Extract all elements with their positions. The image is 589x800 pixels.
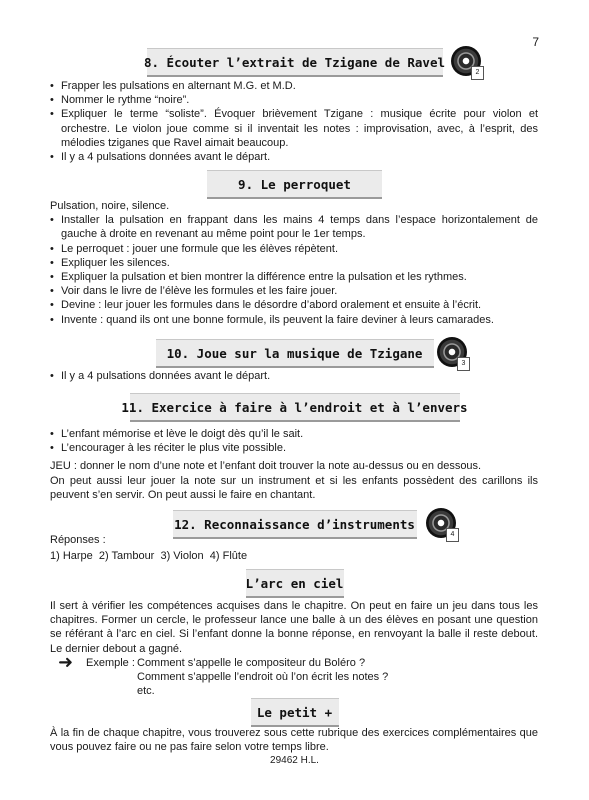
section-title-11 (121, 393, 468, 422)
list-item: • Expliquer le terme “soliste”. Évoquer brièvement Tzigane : musique écrite pour violon et orchestre. Le violon joue comme si il inventait les notes : improvisation, avec, à l’esprit, des mélodies tziganes que Ravel aimait beaucoup. (50, 107, 538, 150)
list-item: • Expliquer la pulsation et bien montrer la différence entre la pulsation et les rythmes. (50, 270, 538, 284)
list-item: • Il y a 4 pulsations données avant le départ. (50, 150, 538, 164)
section-title-9 (207, 170, 382, 199)
list-item: • Invente : quand ils ont une bonne formule, ils peuvent la faire deviner à leurs camarades. (50, 313, 538, 327)
arrow-right-icon: ➜ (58, 651, 74, 672)
example-item: Comment s’appelle le compositeur du Boléro ? (137, 656, 366, 669)
section-intro: Pulsation, noire, silence. (50, 200, 170, 212)
cd-track-number: 4 (446, 528, 459, 542)
example-item: Comment s’appelle l’endroit où l’on écrit les notes ? (137, 670, 389, 683)
list-item: • Devine : leur jouer les formules dans le désordre d’abord oralement et ensuite à l’écrit. (50, 298, 538, 312)
game-instruction: JEU : donner le nom d’une note et l’enfant doit trouver la note au-dessus ou en dessous. (50, 460, 482, 473)
list-item: • Installer la pulsation en frappant dans les mains 4 temps dans l’espace horizontalement de gauche à droite en revenant au même point pour le 1er temps. (50, 213, 538, 241)
list-item: • L’enfant mémorise et lève le doigt dès qu’il le sait. (50, 427, 538, 441)
footer-code: 29462 H.L. (270, 755, 319, 766)
section-title-8 (143, 48, 446, 77)
list-item: • Expliquer les silences. (50, 256, 538, 270)
list-item: • Il y a 4 pulsations données avant le départ. (50, 369, 538, 383)
cd-icon (437, 337, 471, 371)
cd-icon (451, 46, 485, 80)
section-title-text: 8. Écouter l’extrait de Tzigane de Ravel (143, 54, 446, 70)
list-item: • Voir dans le livre de l’élève les formules et les faire jouer. (50, 284, 538, 298)
list-item: • Le perroquet : jouer une formule que les élèves répètent. (50, 242, 538, 256)
section-title-text: 11. Exercice à faire à l’endroit et à l’envers (121, 399, 468, 415)
list-item: • Nommer le rythme “noire”. (50, 93, 538, 107)
list-item: • Frapper les pulsations en alternant M.G. et M.D. (50, 79, 538, 93)
section-title-text: 12. Reconnaissance d’instruments (174, 516, 415, 532)
section-title-text: 9. Le perroquet (238, 176, 351, 192)
section-title-text: L’arc en ciel (245, 575, 344, 591)
section-title-text: Le petit + (256, 704, 333, 720)
section-title-rainbow (246, 569, 344, 598)
paragraph: On peut aussi leur jouer la note sur un instrument et si les enfants possèdent des carillons ils peuvent s’en servir. On peut aussi le faire en chantant. (50, 474, 538, 501)
list-item: • L’encourager à les réciter le plus vite possible. (50, 441, 538, 455)
cd-track-number: 3 (457, 357, 470, 371)
section-title-10 (156, 339, 434, 368)
paragraph: À la fin de chaque chapitre, vous trouverez sous cette rubrique des exercices complémentaires que vous pouvez faire ou ne pas faire selon votre temps libre. (50, 727, 538, 754)
section-title-text: 10. Joue sur la musique de Tzigane (166, 345, 423, 361)
answers-label: Réponses : (50, 534, 106, 546)
page-number: 7 (532, 35, 539, 49)
example-item: etc. (137, 684, 155, 697)
section-title-petit-plus (251, 698, 339, 727)
example-label: Exemple : (86, 656, 135, 669)
paragraph: Il sert à vérifier les compétences acquises dans le chapitre. On peut en faire un jeu dans tous les chapitres. Former un cercle, le professeur lance une balle à un des élèves en posant une question se référant à l’arc en ciel. Si l’enfant donne la bonne réponse, en renvoyant la balle il reste debout. Le dernier debout a gagné. (50, 600, 538, 655)
answers-list: 1) Harpe 2) Tambour 3) Violon 4) Flûte (50, 550, 248, 563)
cd-track-number: 2 (471, 66, 484, 80)
